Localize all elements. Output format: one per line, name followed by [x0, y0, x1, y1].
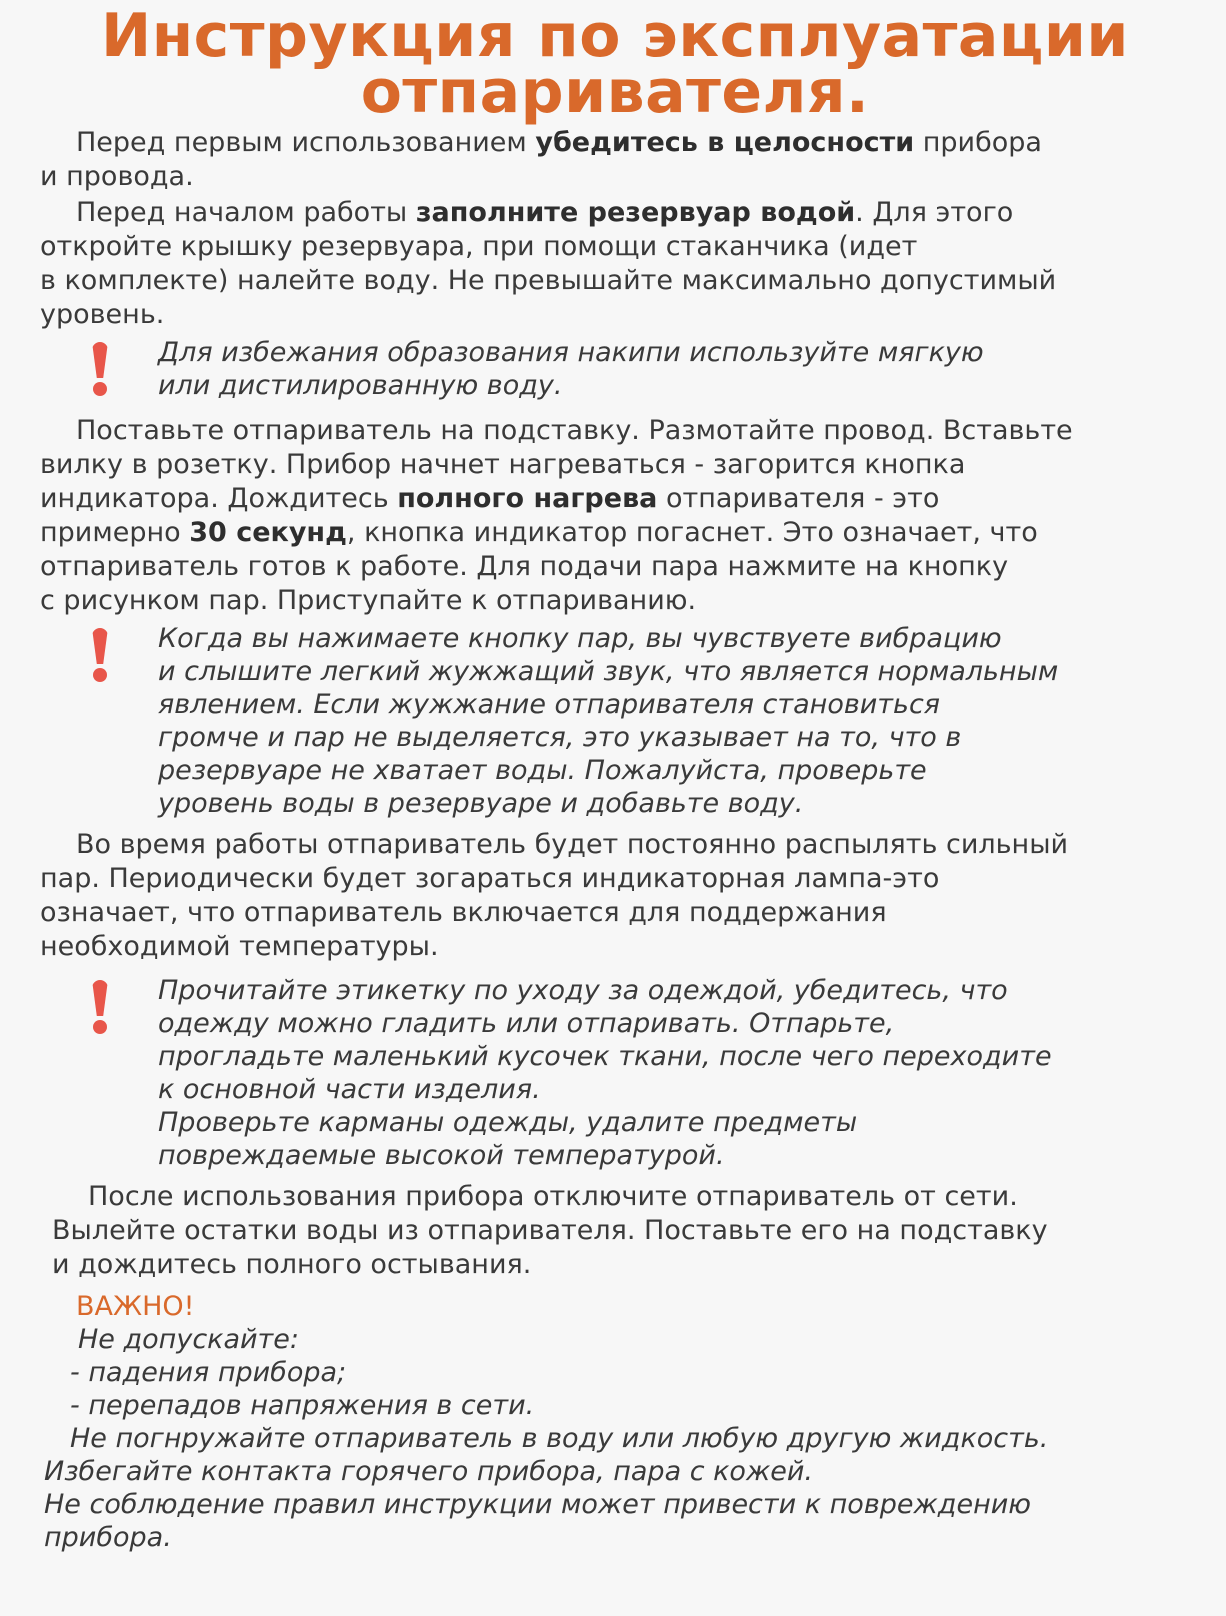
p1-text-a: Перед первым использованием — [76, 127, 536, 158]
p2-line-2: откройте крышку резервуара, при помощи стаканчика (идет — [40, 231, 918, 262]
warn1-line-1: Для избежания образования накипи используйте мягкую — [158, 337, 984, 368]
warn1-line-2: или дистилированную воду. — [158, 370, 563, 401]
p2-line-4: уровень. — [40, 299, 165, 330]
paragraph-after-use — [40, 1180, 1190, 1282]
p1-text-c: прибора — [914, 127, 1042, 158]
p3-line-4-c: , кнопка индикатор погаснет. Это означает, что — [346, 517, 1038, 548]
p3-line-5: отпариватель готов к работе. Для подачи пара нажмите на кнопку — [40, 551, 1009, 582]
exclamation-icon — [40, 622, 158, 692]
p5-line-3: и дождитесь полного остывания. — [52, 1249, 532, 1280]
important-line-1: Не допускайте: — [78, 1324, 299, 1355]
p3-line-6: с рисунком пар. Приступайте к отпариванию. — [40, 585, 697, 616]
p2-text-c: . Для этого — [855, 197, 1014, 228]
warn2-line-1: Когда вы нажимаете кнопку пар, вы чувствуете вибрацию — [158, 623, 1002, 654]
p3-line-3-a: индикатора. Дождитесь — [40, 483, 398, 514]
important-list — [40, 1323, 1190, 1554]
important-line-6: Не соблюдение правил инструкции может привести к повреждению — [44, 1489, 1032, 1520]
p2-bold: заполните резервуар водой — [415, 197, 856, 228]
warn3-line-5: Проверьте карманы одежды, удалите предметы — [158, 1107, 858, 1138]
p3-bold-full-heat: полного нагрева — [397, 483, 658, 514]
p5-line-1: После использования прибора отключите отпариватель от сети. — [88, 1181, 1018, 1212]
exclamation-icon — [40, 974, 158, 1044]
important-line-7: прибора. — [44, 1522, 172, 1553]
warn3-line-1: Прочитайте этикетку по уходу за одеждой, убедитесь, что — [158, 975, 1008, 1006]
page-title — [40, 1, 1190, 127]
p4-line-2: пар. Периодически будет зогараться индикаторная лампа-это — [40, 863, 940, 894]
warn3-line-4: к основной части изделия. — [158, 1074, 541, 1105]
p5-line-2: Вылейте остатки воды из отпаривателя. Поставьте его на подставку — [52, 1215, 1048, 1246]
paragraph-fill-reservoir — [40, 196, 1190, 332]
p3-line-1: Поставьте отпариватель на подставку. Размотайте провод. Вставьте — [76, 415, 1073, 446]
warn2-line-5: резервуаре не хватает воды. Пожалуйста, проверьте — [158, 755, 927, 786]
warn2-line-2: и слышите легкий жужжащий звук, что является нормальным — [158, 656, 1059, 687]
warning-vibration — [40, 622, 1190, 820]
paragraph-heating — [40, 414, 1190, 618]
p1-bold: убедитесь в целосности — [535, 127, 915, 158]
warn3-line-6: повреждаемые высокой температурой. — [158, 1140, 725, 1171]
warning-soft-water — [40, 336, 1190, 406]
important-line-2: - падения прибора; — [70, 1357, 347, 1388]
p4-line-1: Во время работы отпариватель будет постоянно распылять сильный — [76, 829, 1069, 860]
warning-label-care — [40, 974, 1190, 1172]
warn2-line-6: уровень воды в резервуаре и добавьте воду. — [158, 788, 804, 819]
warn2-line-4: громче и пар не выделяется, это указывает на то, что в — [158, 722, 962, 753]
important-line-3: - перепадов напряжения в сети. — [70, 1390, 535, 1421]
p4-line-3: означает, что отпариватель включается для поддержания — [40, 897, 887, 928]
p4-line-4: необходимой температуры. — [40, 931, 439, 962]
p3-line-4-a: примерно — [40, 517, 190, 548]
warn3-line-2: одежду можно гладить или отпаривать. Отпарьте, — [158, 1008, 895, 1039]
title-line-1: Инструкция по эксплуатации — [101, 1, 1129, 71]
p3-line-3-c: отпаривателя - это — [657, 483, 940, 514]
p2-line-3: в комплекте) налейте воду. Не превышайте максимально допустимый — [40, 265, 1057, 296]
p3-line-2: вилку в розетку. Прибор начнет нагреваться - загорится кнопка — [40, 449, 966, 480]
warn3-line-3: прогладьте маленький кусочек ткани, после чего переходите — [158, 1041, 1052, 1072]
p1-line-2: и провода. — [40, 161, 194, 192]
p3-bold-30-seconds: 30 секунд — [189, 517, 347, 548]
important-line-4: Не погнружайте отпариватель в воду или любую другую жидкость. — [70, 1423, 1049, 1454]
title-line-2: отпаривателя. — [360, 57, 870, 127]
paragraph-operation — [40, 828, 1190, 964]
exclamation-icon — [40, 336, 158, 406]
warn2-line-3: явлением. Если жужжание отпаривателя становиться — [158, 689, 941, 720]
important-line-5: Избегайте контакта горячего прибора, пара с кожей. — [44, 1456, 814, 1487]
p2-text-a: Перед началом работы — [76, 197, 416, 228]
paragraph-check-integrity — [40, 126, 1190, 194]
important-heading: ВАЖНО! — [76, 1291, 195, 1322]
